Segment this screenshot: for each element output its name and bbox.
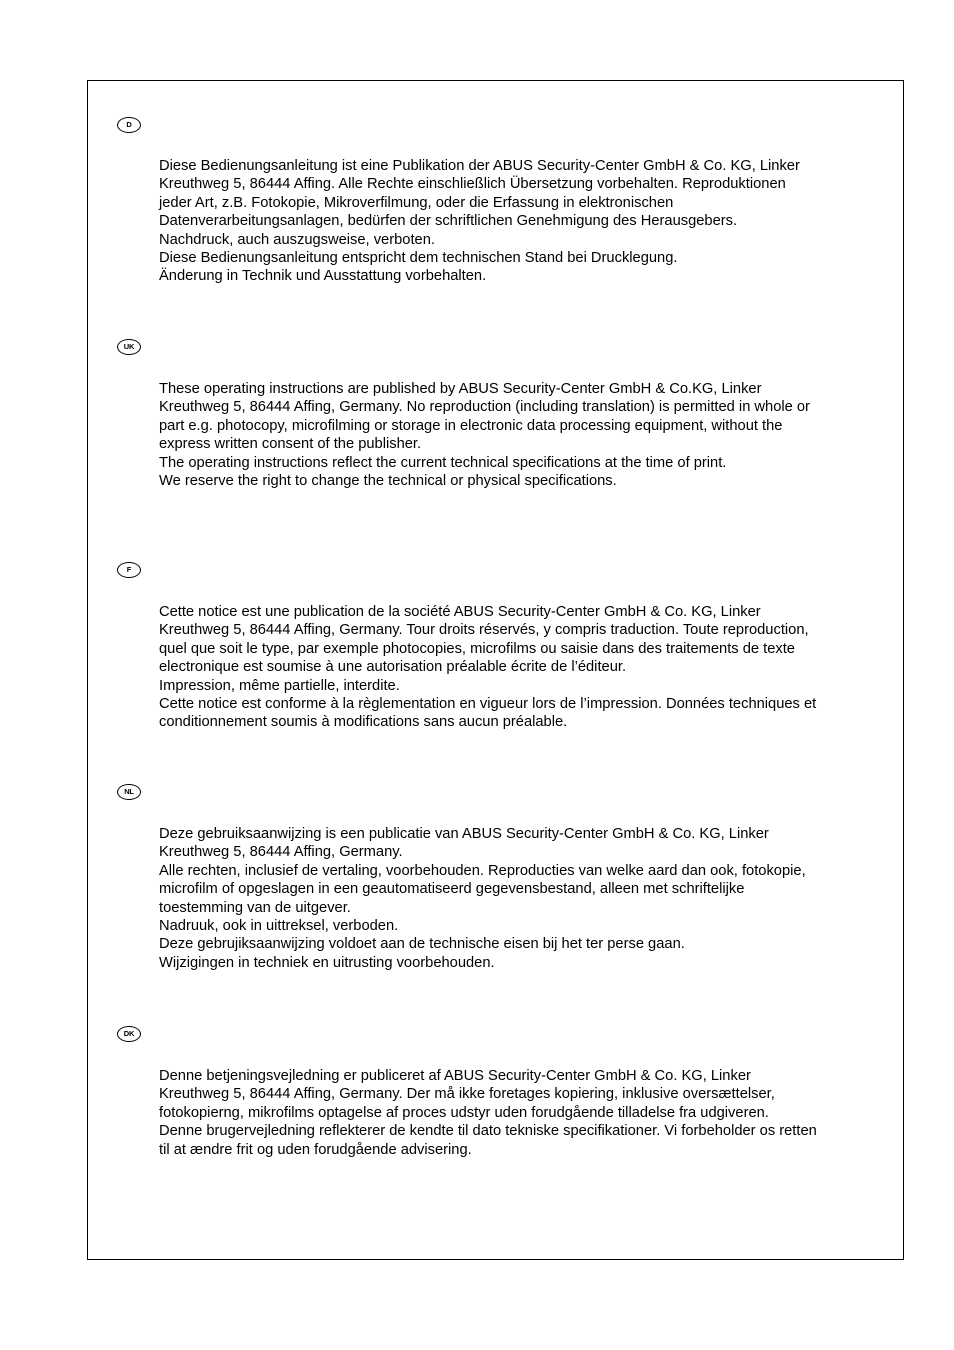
text-line: Kreuthweg 5, 86444 Affing, Germany.: [159, 844, 403, 861]
legal-notice-english: [159, 380, 889, 490]
text-line: toestemming van de uitgever.: [159, 899, 351, 916]
text-line: Nadruuk, ook in uittreksel, verboden.: [159, 918, 399, 935]
text-line: Diese Bedienungsanleitung entspricht dem technischen Stand bei Drucklegung.: [159, 250, 678, 267]
page-frame: [87, 80, 904, 1260]
text-line: Deze gebrujiksaanwijzing voldoet aan de technische eisen bij het ter perse gaan.: [159, 936, 685, 953]
text-line: til at ændre frit og uden forudgående advisering.: [159, 1141, 472, 1158]
text-line: Nachdruck, auch auszugsweise, verboten.: [159, 231, 435, 248]
text-line: express written consent of the publisher.: [159, 436, 422, 453]
language-code: D: [126, 120, 132, 130]
text-line: Kreuthweg 5, 86444 Affing, Germany. Tour droits réservés, y compris traduction. Toute reproduction,: [159, 622, 809, 639]
legal-notice-french: [159, 603, 889, 732]
text-line: Datenverarbeitungsanlagen, bedürfen der schriftlichen Genehmigung des Herausgebers.: [159, 213, 738, 230]
text-line: jeder Art, z.B. Fotokopie, Mikroverfilmung, oder die Erfassung in elektronischen: [159, 194, 674, 211]
text-line: Kreuthweg 5, 86444 Affing, Germany. No reproduction (including translation) is permitted in whole or: [159, 399, 810, 416]
text-line: Cette notice est une publication de la société ABUS Security-Center GmbH & Co. KG, Linker: [159, 604, 761, 620]
text-line: electronique est soumise à une autorisation préalable écrite de l’éditeur.: [159, 659, 627, 676]
legal-notice-german: [159, 157, 889, 286]
text-line: Deze gebruiksaanwijzing is een publicatie van ABUS Security-Center GmbH & Co. KG, Linker: [159, 826, 769, 842]
text-line: part e.g. photocopy, microfilming or storage in electronic data processing equipment, without the: [159, 417, 783, 434]
text-line: microfilm of opgeslagen in een geautomatiseerd gegevensbestand, alleen met schriftelijke: [159, 881, 745, 898]
text-line: Alle rechten, inclusief de vertaling, voorbehouden. Reproducties van welke aard dan ook, fotokopie,: [159, 862, 806, 879]
text-line: fotokopierng, mikrofilms optagelse af proces udstyr uden forudgående tilladelse fra udgiveren.: [159, 1104, 769, 1121]
text-line: Impression, même partielle, interdite.: [159, 677, 400, 694]
text-line: conditionnement soumis à modifications sans aucun préalable.: [159, 714, 568, 731]
legal-notice-dutch: [159, 825, 889, 972]
language-badge-dk: [117, 1026, 141, 1042]
language-badge-d: [117, 117, 141, 133]
text-line: Wijzigingen in techniek en uitrusting voorbehouden.: [159, 954, 495, 971]
text-line: Kreuthweg 5, 86444 Affing, Germany. Der må ikke foretages kopiering, inklusive oversættelser,: [159, 1086, 775, 1103]
text-line: These operating instructions are published by ABUS Security-Center GmbH & Co.KG, Linker: [159, 381, 762, 397]
text-line: Denne betjeningsvejledning er publiceret af ABUS Security-Center GmbH & Co. KG, Linker: [159, 1068, 751, 1084]
language-code: UK: [123, 342, 135, 352]
text-line: Änderung in Technik und Ausstattung vorbehalten.: [159, 268, 487, 285]
text-line: The operating instructions reflect the current technical specifications at the time of print.: [159, 454, 727, 471]
language-code: F: [126, 565, 132, 575]
text-line: quel que soit le type, par exemple photocopies, microfilms ou saisie dans des traitements de texte: [159, 640, 795, 657]
text-line: Diese Bedienungsanleitung ist eine Publikation der ABUS Security-Center GmbH & Co. KG, Linker: [159, 158, 800, 174]
legal-notice-danish: [159, 1067, 889, 1159]
language-badge-nl: [117, 784, 141, 800]
language-badge-f: [117, 562, 141, 578]
text-line: Denne brugervejledning reflekterer de kendte til dato tekniske specifikationer. Vi forbeholder os retten: [159, 1123, 817, 1140]
text-line: Cette notice est conforme à la règlementation en vigueur lors de l’impression. Données techniques et: [159, 696, 817, 713]
language-badge-uk: [117, 339, 141, 355]
text-line: We reserve the right to change the technical or physical specifications.: [159, 473, 617, 490]
language-code: DK: [123, 1029, 135, 1039]
text-line: Kreuthweg 5, 86444 Affing. Alle Rechte einschließlich Übersetzung vorbehalten. Reproduktionen: [159, 176, 786, 193]
language-code: NL: [124, 787, 134, 797]
